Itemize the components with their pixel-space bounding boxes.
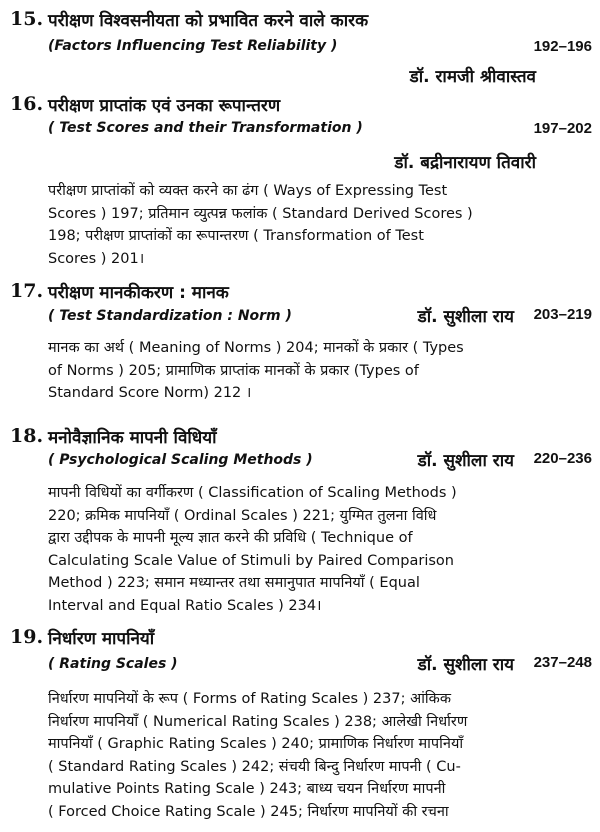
entry-hindi-title: परीक्षण विश्वसनीयता को प्रभावित करने वाले कारक [48,11,369,31]
description-line: mulative Points Rating Scale ) 243; बाध्य चयन निर्धारण मापनी [48,781,446,797]
description-line: Method ) 223; समान मध्यान्तर तथा समानुपात मापनियाँ ( Equal [48,575,420,591]
entry-english-title: ( Rating Scales ) [48,656,178,672]
entry-page-range: 220–236 [533,450,592,467]
description-line: ( Standard Rating Scales ) 242; संचयी बिन्दु निर्धारण मापनी ( Cu- [48,758,461,775]
entry-number: 17. [10,280,44,302]
description-line: Standard Score Norm) 212 । [48,385,252,401]
entry-english-title: ( Test Scores and their Transformation ) [48,120,363,136]
entry-english-title: ( Psychological Scaling Methods ) [48,452,313,468]
entry-english-title: ( Test Standardization : Norm ) [48,308,292,324]
entry-description [48,337,588,405]
entry-number: 16. [10,93,44,115]
description-line: मापनी विधियों का वर्गीकरण ( Classification of Scaling Methods ) [48,485,457,501]
entry-author: डॉ. रामजी श्रीवास्तव [409,67,536,87]
description-line: द्वारा उद्दीपक के मापनी मूल्य ज्ञात करने की प्रविधि ( Technique of [48,530,413,546]
entry-number: 18. [10,425,44,447]
description-line: मापनियाँ ( Graphic Rating Scales ) 240; प्रामाणिक निर्धारण मापनियाँ [48,736,464,752]
description-line: मानक का अर्थ ( Meaning of Norms ) 204; मानकों के प्रकार ( Types [48,340,464,356]
description-line: Calculating Scale Value of Stimuli by Paired Comparison [48,552,454,569]
entry-description [48,688,588,823]
entry-author: डॉ. सुशीला राय [417,307,514,327]
description-line: Scores ) 197; प्रतिमान व्युत्पन्न फलांक ( Standard Derived Scores ) [48,205,473,222]
description-line: निर्धारण मापनियों के रूप ( Forms of Rating Scales ) 237; आंकिक [48,691,451,707]
entry-page-range: 197–202 [533,120,592,137]
entry-author: डॉ. सुशीला राय [417,655,514,675]
entry-author: डॉ. बद्रीनारायण तिवारी [394,153,536,173]
description-line: 220; क्रमिक मापनियाँ ( Ordinal Scales ) 221; युग्मित तुलना विधि [48,507,437,524]
entry-hindi-title: परीक्षण प्राप्तांक एवं उनका रूपान्तरण [48,96,281,116]
entry-number: 15. [10,8,44,30]
description-line: of Norms ) 205; प्रामाणिक प्राप्तांक मानकों के प्रकार (Types of [48,362,419,379]
description-line: परीक्षण प्राप्तांकों को व्यक्त करने का ढंग ( Ways of Expressing Test [48,183,448,199]
entry-english-title: (Factors Influencing Test Reliability ) [48,38,338,54]
entry-page-range: 203–219 [533,306,592,323]
entry-description [48,180,588,270]
entry-hindi-title: परीक्षण मानकीकरण : मानक [48,283,229,303]
entry-number: 19. [10,626,44,648]
description-line: निर्धारण मापनियाँ ( Numerical Rating Scales ) 238; आलेखी निर्धारण [48,713,468,730]
description-line: Interval and Equal Ratio Scales ) 234। [48,597,322,614]
description-line: ( Forced Choice Rating Scale ) 245; निर्धारण मापनियों की रचना [48,803,449,820]
entry-description [48,482,588,617]
entry-author: डॉ. सुशीला राय [417,451,514,471]
entry-hindi-title: मनोवैज्ञानिक मापनी विधियाँ [48,428,217,448]
entry-hindi-title: निर्धारण मापनियाँ [48,629,155,649]
description-line: 198; परीक्षण प्राप्तांकों का रूपान्तरण ( Transformation of Test [48,228,424,244]
entry-page-range: 237–248 [533,654,592,671]
description-line: Scores ) 201। [48,250,145,267]
entry-page-range: 192–196 [533,38,592,55]
